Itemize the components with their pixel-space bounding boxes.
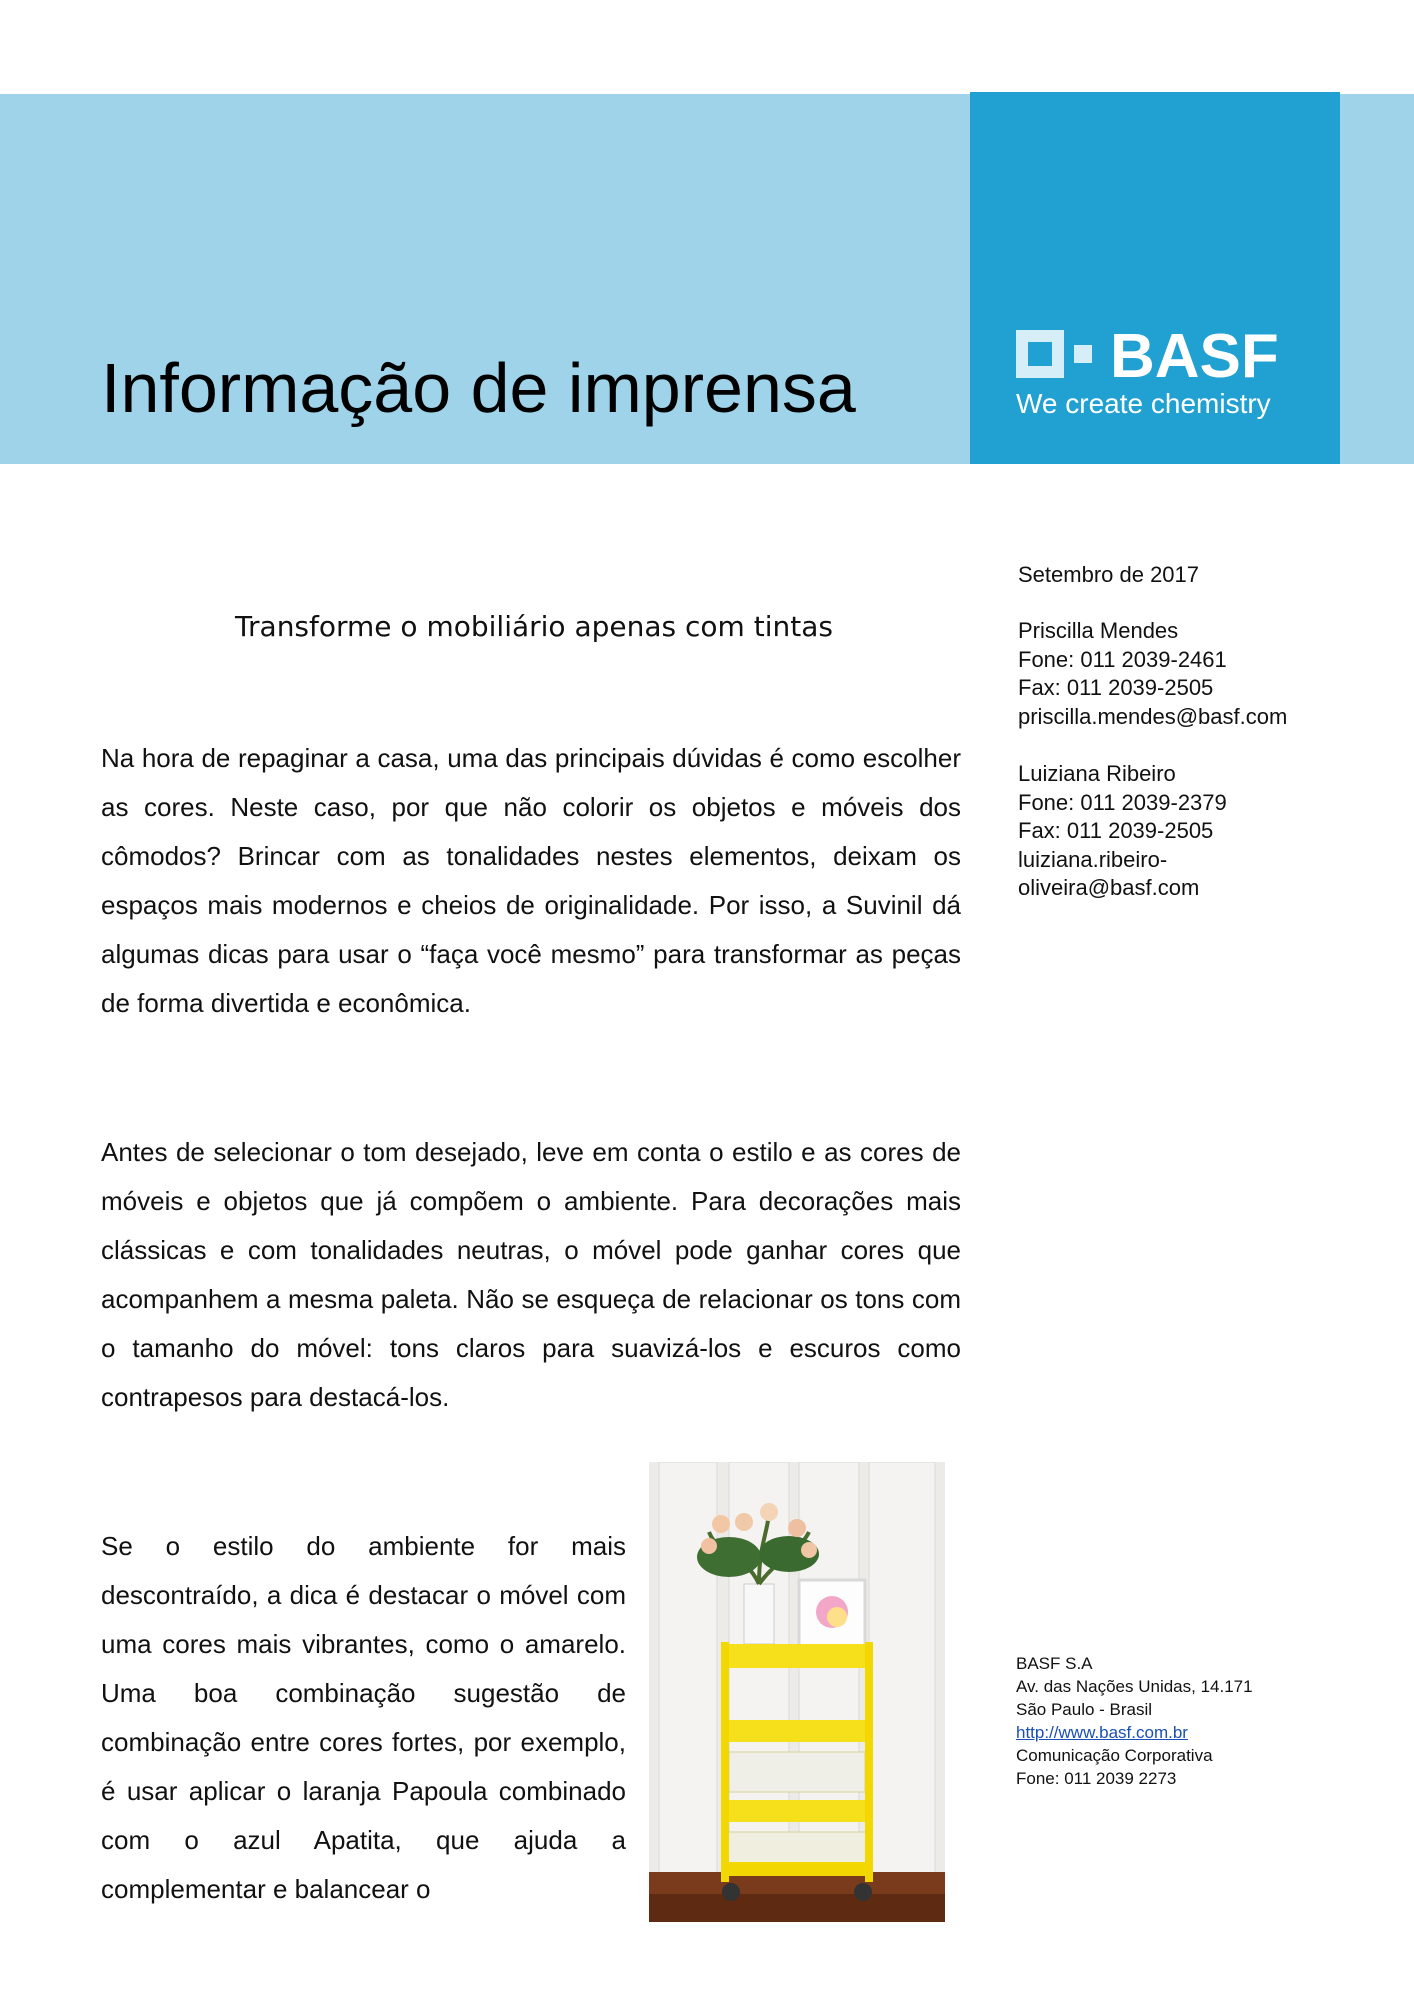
basf-logo-panel [970, 92, 1340, 464]
company-address-block [1016, 1652, 1253, 1790]
contact-block [1018, 617, 1287, 731]
brand-tagline: We create chemistry [1016, 388, 1271, 419]
basf-logo-small-square [1074, 345, 1092, 363]
company-city: São Paulo - Brasil [1016, 1700, 1153, 1719]
contact-phone: Fone: 011 2039-2379 [1018, 789, 1227, 815]
company-phone: Fone: 011 2039 2273 [1016, 1769, 1177, 1788]
contact-fax: Fax: 011 2039-2505 [1018, 818, 1214, 843]
yellow-cart-photo [649, 1462, 945, 1922]
contact-phone: Fone: 011 2039-2461 [1018, 646, 1227, 672]
company-department: Comunicação Corporativa [1016, 1746, 1213, 1765]
article-headline: Transforme o mobiliário apenas com tintas [235, 610, 833, 643]
article-paragraph-1: Na hora de repaginar a casa, uma das principais dúvidas é como escolher as cores. Neste caso, por que não colorir os objetos e móveis dos cômodos? Brincar com as tonalidades nestes elementos, deixam os espaços mais modernos e cheios de originalidade. Por isso, a Suvinil dá algumas dicas para usar o “faça você mesmo” para transformar as peças de forma divertida e econômica. [101, 743, 961, 1018]
basf-logo [1016, 324, 1296, 384]
yellow-cart-illustration [649, 1462, 945, 1922]
contact-name: Priscilla Mendes [1018, 618, 1179, 643]
contact-block [1018, 760, 1227, 903]
article-paragraph-3: Se o estilo do ambiente for mais descontraído, a dica é destacar o móvel com uma cores mais vibrantes, como o amarelo. Uma boa combinação sugestão de combinação entre cores fortes, por exemplo, é usar aplicar o laranja Papoula combinado com o azul Apatita, que ajuda a complementar e balancear o [101, 1531, 626, 1904]
article-paragraph-2: Antes de selecionar o tom desejado, leve em conta o estilo e as cores de móveis e objetos que já compõem o ambiente. Para decorações mais clássicas e com tonalidades neutras, o móvel pode ganhar cores que acompanhem a mesma paleta. Não se esqueça de relacionar os tons com o tamanho do móvel: tons claros para suavizá-los e escuros como contrapesos para destacá-los. [101, 1137, 961, 1412]
press-release-date: Setembro de 2017 [1018, 562, 1200, 587]
company-address: Av. das Nações Unidas, 14.171 [1016, 1677, 1253, 1696]
contact-name: Luiziana Ribeiro [1018, 761, 1176, 786]
company-name: BASF S.A [1016, 1654, 1093, 1673]
contact-email[interactable]: priscilla.mendes@basf.com [1018, 703, 1288, 729]
page-title: Informação de imprensa [101, 349, 856, 427]
contact-email[interactable]: luiziana.ribeiro- [1018, 846, 1168, 872]
contact-fax: Fax: 011 2039-2505 [1018, 675, 1214, 700]
basf-logo-wordmark: BASF [1110, 324, 1279, 384]
contact-email-continued[interactable]: oliveira@basf.com [1018, 875, 1200, 900]
company-website-link[interactable]: http://www.basf.com.br [1016, 1723, 1188, 1742]
basf-logo-inner-square [1028, 342, 1052, 366]
